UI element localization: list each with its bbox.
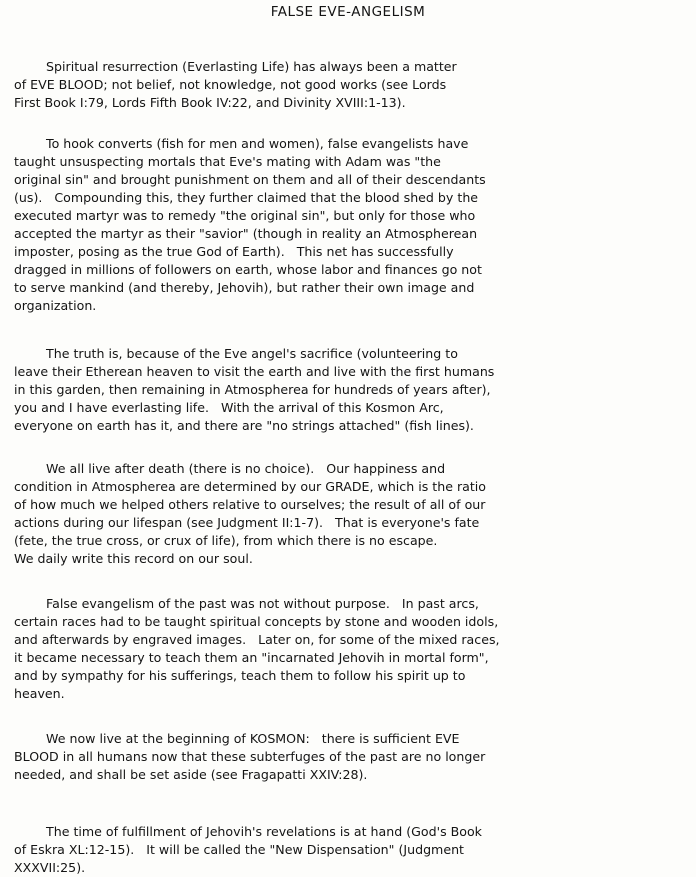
- text-line: Spiritual resurrection (Everlasting Life) has always been a matter: [14, 59, 457, 74]
- text-line: First Book I:79, Lords Fifth Book IV:22, and Divinity XVIII:1-13).: [14, 95, 406, 110]
- text-line: of EVE BLOOD; not belief, not knowledge, not good works (see Lords: [14, 77, 447, 92]
- text-line: certain races had to be taught spiritual concepts by stone and wooden idols,: [14, 614, 499, 629]
- text-line: imposter, posing as the true God of Earth). This net has successfully: [14, 244, 454, 259]
- text-line: taught unsuspecting mortals that Eve's mating with Adam was "the: [14, 154, 441, 169]
- text-line: executed martyr was to remedy "the original sin", but only for those who: [14, 208, 476, 223]
- text-line: The truth is, because of the Eve angel's sacrifice (volunteering to: [14, 346, 458, 361]
- text-line: dragged in millions of followers on earth, whose labor and finances go not: [14, 262, 482, 277]
- paragraph-2: [14, 135, 686, 315]
- text-line: actions during our lifespan (see Judgment II:1-7). That is everyone's fate: [14, 515, 480, 530]
- text-line: leave their Etherean heaven to visit the earth and live with the first humans: [14, 364, 495, 379]
- text-line: We daily write this record on our soul.: [14, 551, 253, 566]
- text-line: BLOOD in all humans now that these subterfuges of the past are no longer: [14, 749, 486, 764]
- text-line: We all live after death (there is no choice). Our happiness and: [14, 461, 446, 476]
- paragraph-5: [14, 595, 686, 703]
- text-line: (us). Compounding this, they further claimed that the blood shed by the: [14, 190, 479, 205]
- paragraph-7: [14, 823, 686, 877]
- text-line: XXXVII:25).: [14, 860, 86, 875]
- text-line: heaven.: [14, 686, 65, 701]
- page-title: FALSE EVE-ANGELISM: [270, 4, 426, 20]
- text-line: original sin" and brought punishment on them and all of their descendants: [14, 172, 486, 187]
- text-line: and by sympathy for his sufferings, teach them to follow his spirit up to: [14, 668, 466, 683]
- paragraph-3: [14, 345, 686, 435]
- text-line: (fete, the true cross, or crux of life), from which there is no escape.: [14, 533, 438, 548]
- text-line: and afterwards by engraved images. Later on, for some of the mixed races,: [14, 632, 500, 647]
- text-line: you and I have everlasting life. With the arrival of this Kosmon Arc,: [14, 400, 444, 415]
- text-line: False evangelism of the past was not without purpose. In past arcs,: [14, 596, 479, 611]
- paragraph-1: [14, 58, 686, 112]
- paragraph-4: [14, 460, 686, 568]
- text-line: To hook converts (fish for men and women), false evangelists have: [14, 136, 469, 151]
- text-line: everyone on earth has it, and there are "no strings attached" (fish lines).: [14, 418, 474, 433]
- text-line: it became necessary to teach them an "incarnated Jehovih in mortal form",: [14, 650, 489, 665]
- text-line: We now live at the beginning of KOSMON: there is sufficient EVE: [14, 731, 460, 746]
- text-line: of Eskra XL:12-15). It will be called the "New Dispensation" (Judgment: [14, 842, 464, 857]
- text-line: The time of fulfillment of Jehovih's revelations is at hand (God's Book: [14, 824, 482, 839]
- text-line: organization.: [14, 298, 97, 313]
- text-line: of how much we helped others relative to ourselves; the result of all of our: [14, 497, 486, 512]
- text-line: in this garden, then remaining in Atmospherea for hundreds of years after),: [14, 382, 491, 397]
- text-line: accepted the martyr as their "savior" (though in reality an Atmospherean: [14, 226, 478, 241]
- text-line: needed, and shall be set aside (see Fragapatti XXIV:28).: [14, 767, 368, 782]
- paragraph-6: [14, 730, 686, 784]
- text-line: to serve mankind (and thereby, Jehovih), but rather their own image and: [14, 280, 475, 295]
- text-line: condition in Atmospherea are determined by our GRADE, which is the ratio: [14, 479, 486, 494]
